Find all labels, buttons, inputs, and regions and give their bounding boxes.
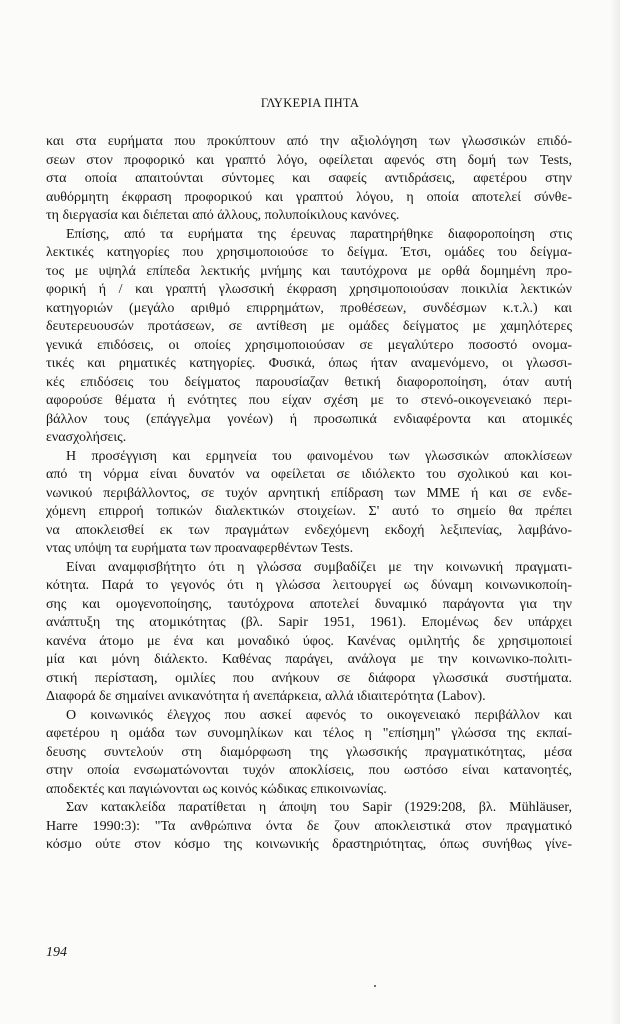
text-line: αυθόρμητη έκφραση προφορικού και γραπτού λόγου, η οποία αποτελεί σύνθε- bbox=[46, 189, 572, 205]
text-line: ενασχολήσεις. bbox=[46, 430, 127, 445]
scan-speck bbox=[374, 985, 376, 987]
text-line: ντας υπόψη τα ευρήματα των προαναφερθέντων Tests. bbox=[46, 541, 354, 556]
text-line: χόμενη επιρροή τοπικών διαλεκτικών στοιχείων. Σ' αυτό το σημείο θα πρέπει bbox=[46, 504, 572, 519]
text-line: σεων στον προφορικό και γραπτό λόγο, οφείλεται αφενός στη δομή των Tests, bbox=[46, 152, 572, 168]
running-header: ΓΛΥΚΕΡΙΑ ΠΗΤΑ bbox=[260, 96, 360, 110]
text-line: αποδεκτές και παγιώνονται ως κοινός κώδικας επικοινωνίας. bbox=[46, 781, 387, 797]
text-line: νωνικού περιβάλλοντος, σε τυχόν αρνητική επίδραση των ΜΜΕ ή και σε ενδε- bbox=[46, 485, 572, 501]
paragraph-start-line: Σαν κατακλείδα παρατίθεται η άποψη του Sapir (1929:208, βλ. Mühläuser, bbox=[66, 800, 572, 815]
text-line: κόσμο ούτε στον κόσμο της κοινωνικής δραστηριότητας, όπως συνήθως γίνε- bbox=[46, 837, 572, 852]
text-line: να αποκλεισθεί εκ των πραγμάτων ενδεχόμενη εκδοχή λεξιπενίας, λαμβάνο- bbox=[46, 522, 572, 538]
paragraph-start-line: Είναι αναμφισβήτητο ότι η γλώσσα συμβαδίζει με την κοινωνική πραγματι- bbox=[66, 559, 572, 575]
text-line: κότητα. Παρά το γεγονός ότι η γλώσσα λειτουργεί ως δύναμη κοινωνικοποίη- bbox=[46, 578, 572, 593]
text-line: γενικά επιδόσεις, οι οποίες χρησιμοποιούσαν σε μεγαλύτερο ποσοστό ονομα- bbox=[46, 337, 572, 353]
text-line: δευσης συντελούν στη διαμόρφωση της γλωσσικής πραγματικότητας, μέσα bbox=[46, 744, 572, 760]
text-line: δευτερευουσών προτάσεων, σε αντίθεση με ομάδες δείγματος με χαμηλότερες bbox=[46, 319, 572, 334]
text-line: ανάπτυξη της ατομικότητας (βλ. Sapir 1951, 1961). Επομένως δεν υπάρχει bbox=[46, 615, 572, 630]
text-line: σης και ομογενοποίησης, ταυτόχρονα αποτελεί δυναμικό παράγοντα για την bbox=[46, 596, 572, 612]
text-line: τος με υψηλά επίπεδα λεκτικής μνήμης και ταυτόχρονα με ορθά δομημένη προ- bbox=[46, 263, 572, 279]
body-text bbox=[46, 133, 572, 855]
text-line: και στα ευρήματα που προκύπτουν από την αξιολόγηση των γλωσσικών επιδό- bbox=[46, 134, 572, 149]
paragraph-start-line: Ο κοινωνικός έλεγχος που ασκεί αφενός το οικογενειακό περιβάλλον και bbox=[66, 707, 572, 723]
text-line: στην οποία ενσωματώνονται τυχόν αποκλίσεις, που ωστόσο είναι κατανοητές, bbox=[46, 763, 572, 778]
text-line: από τη νόρμα είναι δυνατόν να οφείλεται σε ιδιόλεκτο του σχολικού και κοι- bbox=[46, 467, 572, 482]
text-line: κατηγοριών (μεγάλο αριθμό επιρρημάτων, προθέσεων, συνδέσμων κ.τ.λ.) και bbox=[46, 300, 572, 316]
text-line: τη διεργασία και διέπεται από άλλους, πολυποίκιλους κανόνες. bbox=[46, 208, 400, 223]
text-line: βάλλον τους (επάγγελμα γονέων) ή προσωπικά ενδιαφέροντα και ατομικές bbox=[46, 411, 572, 427]
page-number: 194 bbox=[46, 945, 67, 960]
text-line: κές επιδόσεις του δείγματος παρουσίαζαν θετική διαφοροποίηση, όταν αυτή bbox=[46, 374, 572, 390]
text-line: φορική ή / και γραπτή γλωσσική έκφραση χρησιμοποιούσαν ποικιλία λεκτικών bbox=[46, 282, 572, 297]
text-line: μία και μόνη διάλεκτο. Καθένας παράγει, ανάλογα με την κοινωνικο-πολιτι- bbox=[46, 652, 572, 667]
text-line: Διαφορά δε σημαίνει ανικανότητα ή ανεπάρκεια, αλλά ιδιαιτερότητα (Labov). bbox=[46, 689, 486, 704]
page-edge-shadow bbox=[610, 0, 620, 1024]
text-line: αφετέρου η ομάδα των συνομηλίκων και τέλος η "επίσημη" γλώσσα της εκπαί- bbox=[46, 726, 572, 741]
text-line: αφορούσε θέματα ή ενότητες που είχαν σχέση με το στενό-οικογενειακό περι- bbox=[46, 393, 572, 408]
text-line: τικές και ρηματικές κατηγορίες. Φυσικά, όπως ήταν αναμενόμενο, οι γλωσσι- bbox=[46, 356, 572, 371]
text-line: κανένα άτομο με ένα και μοναδικό ύφος. Κανένας ομιλητής δε χρησιμοποιεί bbox=[46, 633, 572, 649]
paragraph-start-line: Επίσης, από τα ευρήματα της έρευνας παρατηρήθηκε διαφοροποίηση στις bbox=[66, 226, 572, 242]
text-line: στική περίσταση, ομιλίες που ανήκουν σε διάφορα γλωσσικά συστήματα. bbox=[46, 670, 572, 686]
text-line: λεκτικές κατηγορίες που χρησιμοποιούσε το δείγμα. Έτσι, ομάδες του δείγμα- bbox=[46, 245, 572, 260]
text-line: Harre 1990:3): "Τα ανθρώπινα όντα δε ζουν αποκλειστικά στον πραγματικό bbox=[46, 818, 572, 834]
paragraph-start-line: Η προσέγγιση και ερμηνεία του φαινομένου των γλωσσικών αποκλίσεων bbox=[66, 448, 572, 464]
text-line: στα οποία απαιτούνται σύντομες και σαφείς αντιδράσεις, αφετέρου στην bbox=[46, 171, 572, 186]
